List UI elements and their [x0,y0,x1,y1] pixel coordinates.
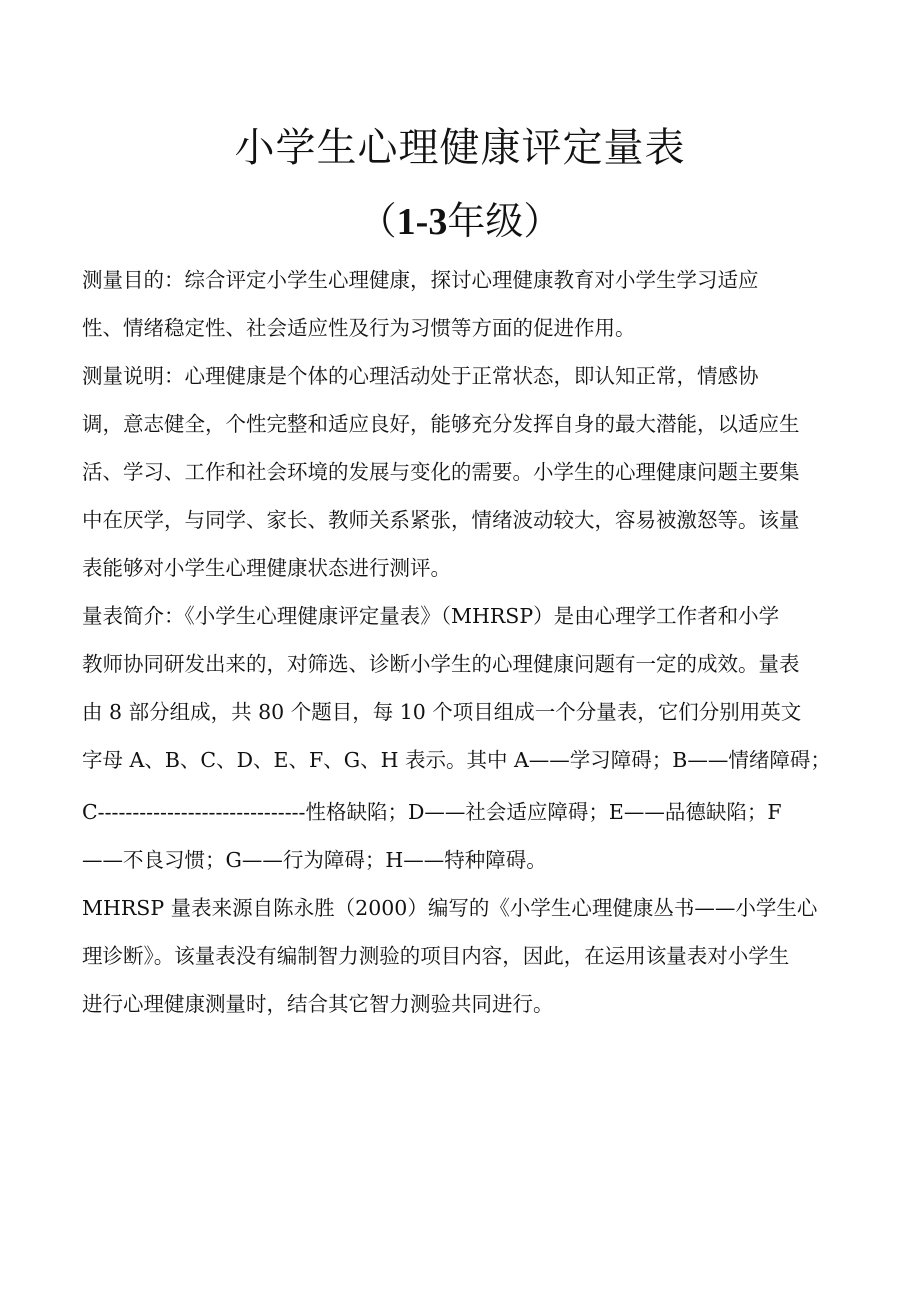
description-line-2: 调，意志健全，个性完整和适应良好，能够充分发挥自身的最大潜能，以适应生 [82,412,800,436]
subtitle-grade-text: 年级） [447,199,562,243]
purpose-line-1: 测量目的：综合评定小学生心理健康，探讨心理健康教育对小学生学习适应 [82,268,759,292]
document-title: 小学生心理健康评定量表 [234,125,686,171]
description-line-5: 表能够对小学生心理健康状态进行测评。 [82,556,451,580]
source-line-2: 理诊断》。该量表没有编制智力测验的项目内容，因此，在运用该量表对小学生 [82,944,790,968]
intro-line-4: 字母 A、B、C、D、E、F、G、H 表示。其中 A——学习障碍；B——情绪障碍； [82,748,831,772]
intro-line-5: C------------------------------性格缺陷；D——社会适应障碍；E——品德缺陷；F [82,800,782,824]
subtitle-grade-range: 1-3 [396,201,448,243]
purpose-line-2: 性、情绪稳定性、社会适应性及行为习惯等方面的促进作用。 [82,316,636,340]
description-line-1: 测量说明：心理健康是个体的心理活动处于正常状态，即认知正常，情感协 [82,364,759,388]
description-line-3: 活、学习、工作和社会环境的发展与变化的需要。小学生的心理健康问题主要集 [82,460,800,484]
intro-line-6: ——不良习惯；G——行为障碍；H——特种障碍。 [82,848,547,872]
description-line-4: 中在厌学，与同学、家长、教师关系紧张，情绪波动较大，容易被激怒等。该量 [82,508,800,532]
intro-line-2: 教师协同研发出来的，对筛选、诊断小学生的心理健康问题有一定的成效。量表 [82,652,800,676]
intro-line-1: 量表简介：《小学生心理健康评定量表》（MHRSP）是由心理学工作者和小学 [82,604,780,628]
intro-line-3: 由 8 部分组成，共 80 个题目，每 10 个项目组成一个分量表，它们分别用英文 [82,700,802,724]
document-subtitle [0,196,920,247]
source-line-1: MHRSP 量表来源自陈永胜（2000）编写的《小学生心理健康丛书——小学生心 [82,896,818,920]
source-line-3: 进行心理健康测量时，结合其它智力测验共同进行。 [82,992,554,1016]
subtitle-open-paren: （ [358,199,397,243]
